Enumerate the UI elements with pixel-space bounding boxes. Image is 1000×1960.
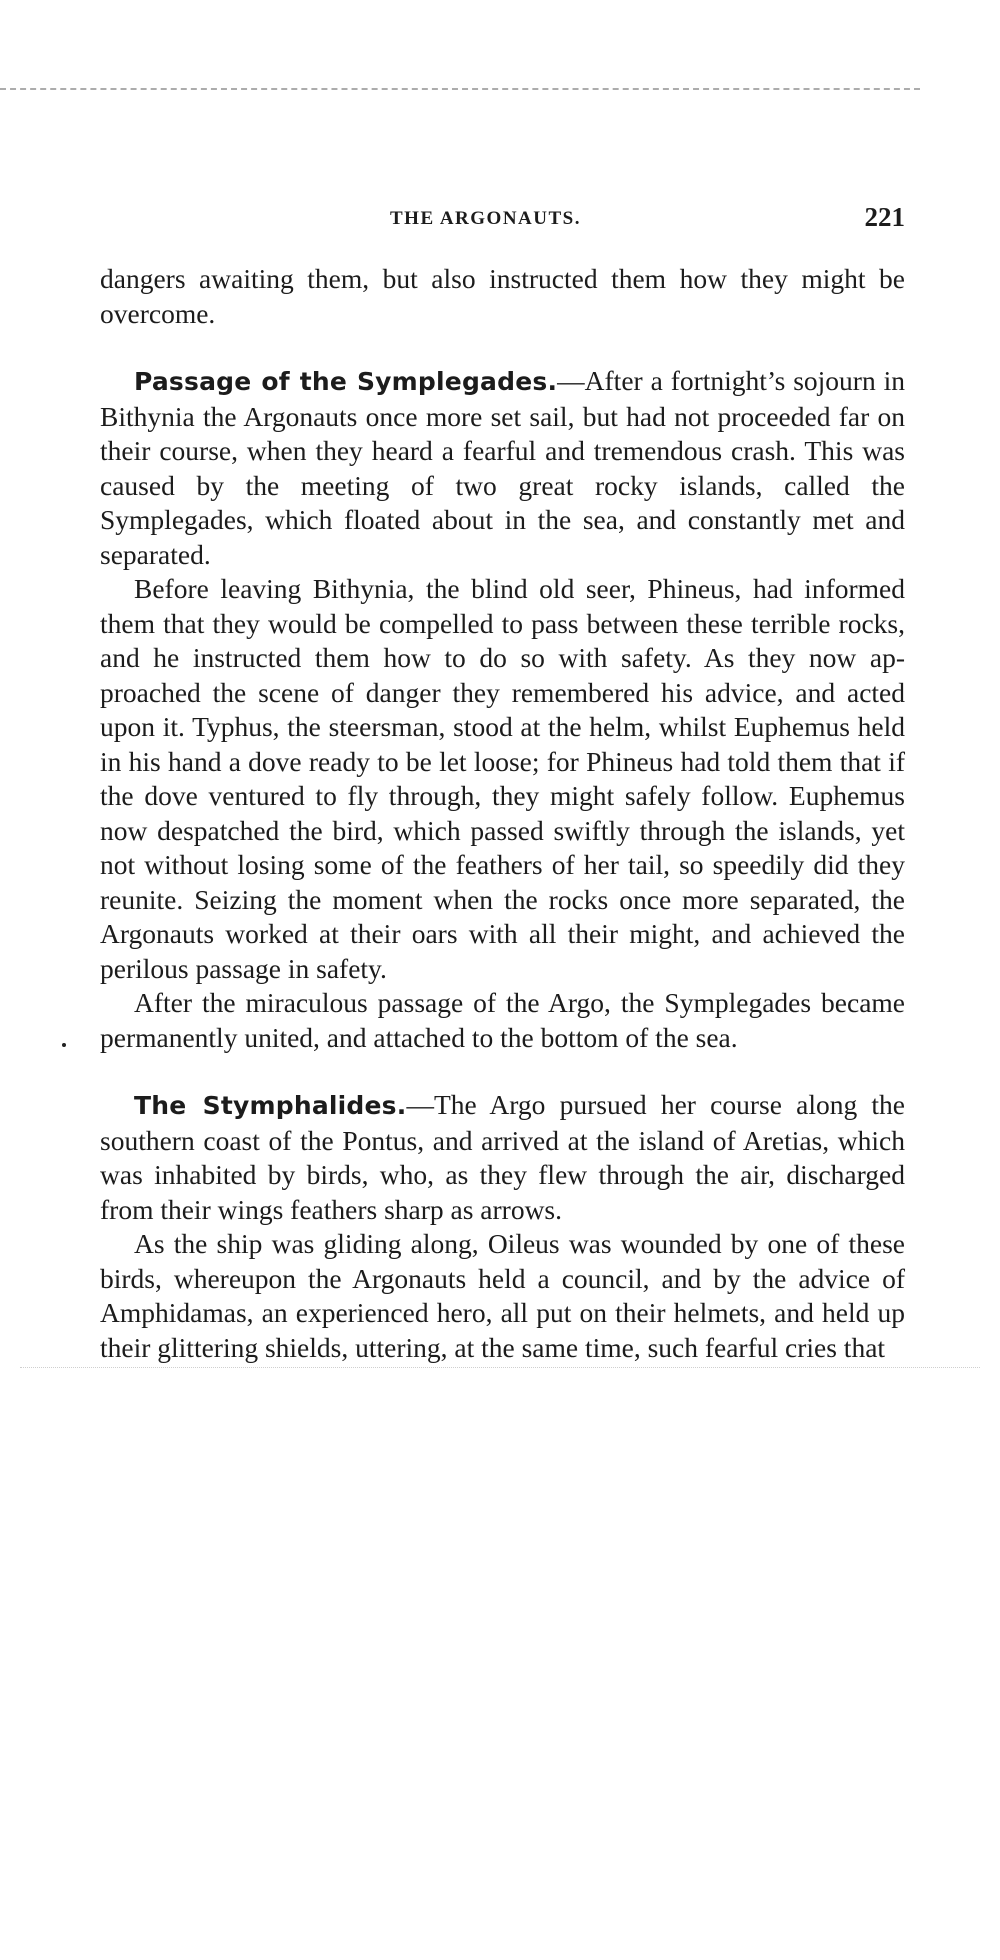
section-heading-stymphalides: The Stymphalides. [134,1091,407,1120]
page-number: 221 [864,202,905,232]
scan-artifact-bottom [20,1367,980,1368]
paragraph-stymphalides [100,1088,905,1227]
paragraph-oileus: As the ship was gliding along, Oileus was wounded by one of these birds, whereupon the Argonauts held a council, and by the advice of Amphidamas, an experienced hero, all put on their helmets, and held up their glittering shields, uttering, at the same time, such fearful cries that [100,1228,905,1363]
paragraph-phineus: Before leaving Bithynia, the blind old seer, Phineus, had informed them that they would be compelled to pass between these terrible rocks, and he instructed them how to do so with safety. As they now approached the scene of danger they remembered his advice, and acted upon it. Typhus, the steersman, stood at the helm, whilst Euphemus held in his hand a dove ready to be let loose; for Phineus had told them that if the dove ventured to fly through, they might safely follow. Euphemus now despatched the bird, which passed swiftly through the islands, yet not without losing some of the feathers of her tail, so speedily did they reunite. Seizing the moment when the rocks once more separated, the Argonauts worked at their oars with all their might, and achieved the perilous passage in safety. [100,573,905,984]
paragraph-continuation: dangers awaiting them, but also instructed them how they might be overcome. [100,263,905,329]
running-head [100,202,905,238]
paragraph-symplegades [100,364,905,572]
paragraph-text: —After a fortnight’s sojourn in Bithynia the Argonauts once more set sail, but had not proceeded far on their course, when they heard a fearful and tremendous crash. This was caused by the meeting of two great rocky islands, called the Symplegades, which floated about in the sea, and constantly met and separated. [100,365,905,570]
body-text [100,262,905,1365]
paragraph-text: —The Argo pursued her course along the southern coast of the Pontus, and arrived at the island of Aretias, which was inhabited by birds, who, as they flew through the air, discharged from their wings feathers sharp as arrows. [100,1089,905,1225]
ink-speck [62,1043,66,1047]
scan-artifact-top [0,88,920,90]
running-title: THE ARGONAUTS. [390,208,581,229]
section-heading-symplegades: Passage of the Symplegades. [134,367,558,396]
paragraph-argo-passage: After the miraculous passage of the Argo, the Symplegades became permanently united, and attached to the bottom of the sea. [100,987,905,1053]
